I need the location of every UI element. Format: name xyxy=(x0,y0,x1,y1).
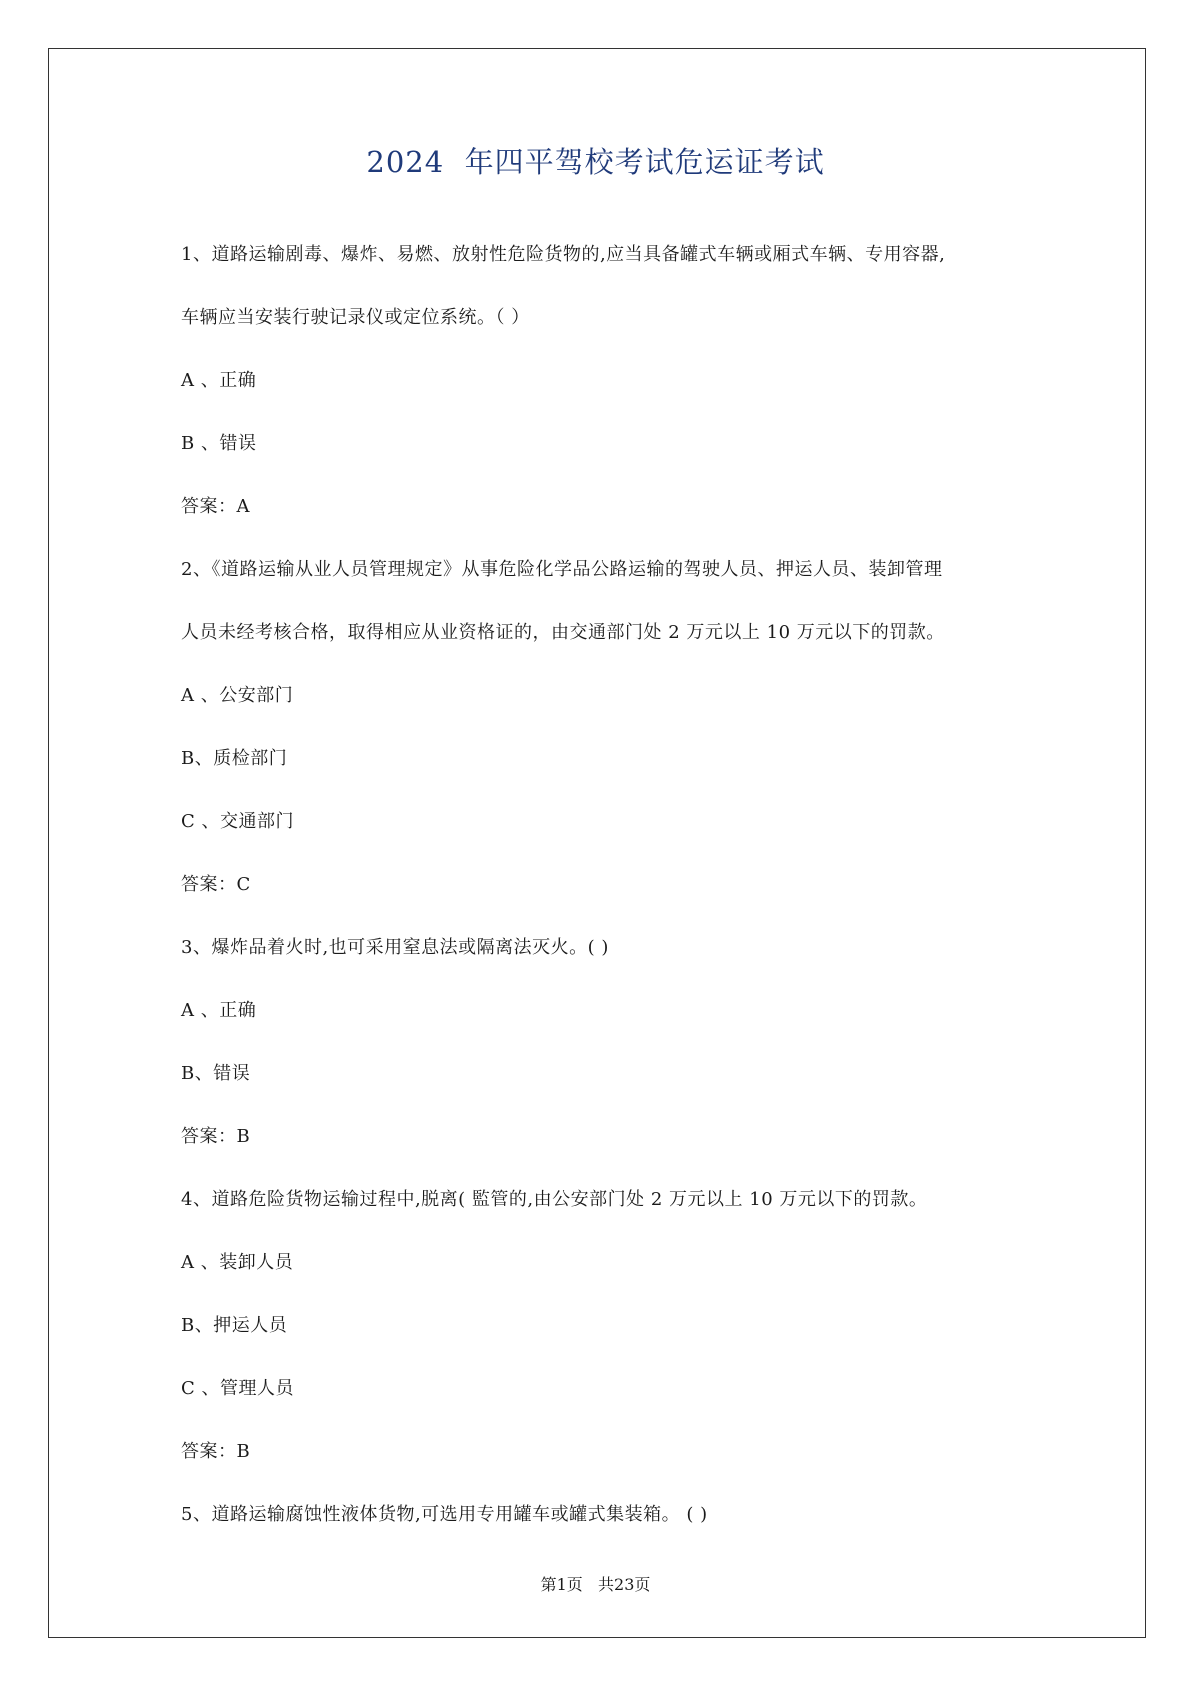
question-4-text: 4、道路危险货物运输过程中,脱离( 監管的,由公安部门处 2 万元以上 10 万元以下的罚款。 xyxy=(181,1189,928,1210)
question-2-answer: 答案：C xyxy=(181,874,251,895)
question-4-option-a: A 、装卸人员 xyxy=(181,1252,294,1273)
question-2-option-c: C 、交通部门 xyxy=(181,811,294,832)
question-4-option-c: C 、管理人员 xyxy=(181,1378,294,1399)
question-2-option-b: B、质检部门 xyxy=(181,748,288,769)
question-1-option-b: B 、错误 xyxy=(181,433,257,454)
question-3-answer: 答案：B xyxy=(181,1126,251,1147)
question-3-option-a: A 、正确 xyxy=(181,1000,257,1021)
question-3-option-b: B、错误 xyxy=(181,1063,251,1084)
question-1-option-a: A 、正确 xyxy=(181,370,257,391)
question-3-text: 3、爆炸品着火时,也可采用窒息法或隔离法灭火。( ) xyxy=(181,937,609,958)
question-5-text: 5、道路运输腐蚀性液体货物,可选用专用罐车或罐式集装箱。 ( ) xyxy=(181,1504,708,1525)
question-2-option-a: A 、公安部门 xyxy=(181,685,294,706)
question-2-text-line-2: 人员未经考核合格，取得相应从业资格证的，由交通部门处 2 万元以上 10 万元以下的罚款。 xyxy=(181,622,945,643)
question-1-text-line-2: 车辆应当安装行驶记录仪或定位系统。（ ） xyxy=(181,307,530,328)
question-4-option-b: B、押运人员 xyxy=(181,1315,288,1336)
document-title: 2024 年四平驾校考试危运证考试 xyxy=(366,145,825,179)
question-4-answer: 答案：B xyxy=(181,1441,251,1462)
question-1-text-line-1: 1、道路运输剧毒、爆炸、易燃、放射性危险货物的,应当具备罐式车辆或厢式车辆、专用容器, xyxy=(181,244,946,265)
question-1-answer: 答案：A xyxy=(181,496,250,517)
page-number-footer: 第1页 共23页 xyxy=(540,1575,651,1594)
question-2-text-line-1: 2、《道路运输从业人员管理规定》从事危险化学品公路运输的驾驶人员、押运人员、装卸管理 xyxy=(181,559,943,580)
